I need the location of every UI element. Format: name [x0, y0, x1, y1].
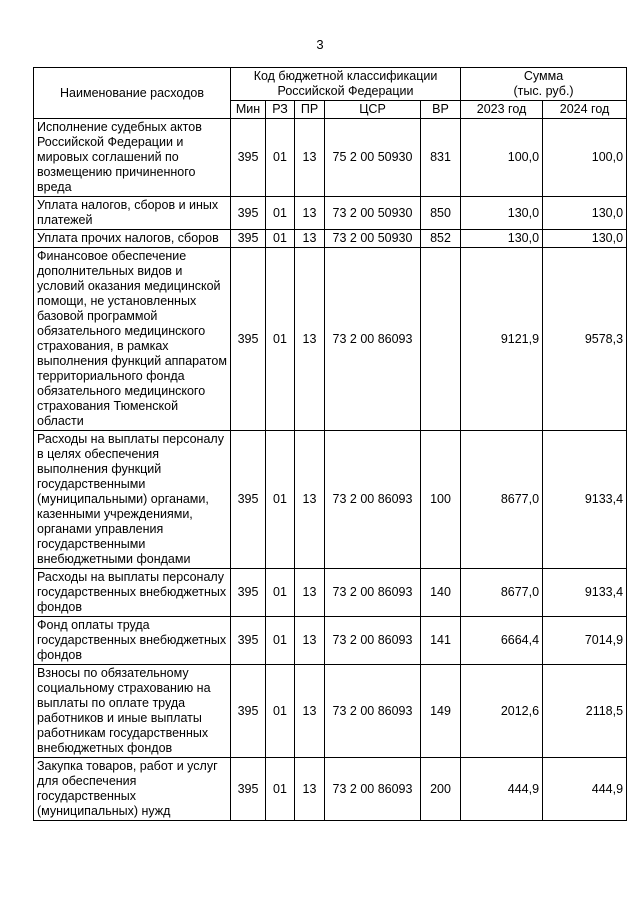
csr-code: 73 2 00 86093 [325, 569, 421, 617]
amount-2024: 130,0 [543, 197, 627, 230]
amount-2024: 2118,5 [543, 665, 627, 758]
csr-code: 73 2 00 86093 [325, 248, 421, 431]
min-code: 395 [231, 197, 266, 230]
pr-code: 13 [295, 569, 325, 617]
min-code: 395 [231, 230, 266, 248]
rz-code: 01 [266, 197, 295, 230]
rz-code: 01 [266, 230, 295, 248]
table-row [34, 617, 627, 665]
csr-code: 75 2 00 50930 [325, 119, 421, 197]
header-rz: РЗ [266, 101, 295, 119]
pr-code: 13 [295, 197, 325, 230]
header-2024: 2024 год [543, 101, 627, 119]
amount-2023: 100,0 [461, 119, 543, 197]
expense-name: Финансовое обеспечение дополнительных видов и условий оказания медицинской помощи, не установленных базовой программой обязательного медицинского страхования, в рамках выполнения функций аппаратом территориального фонда обязательного медицинского страхования Тюменской области [34, 248, 231, 431]
header-vr: ВР [421, 101, 461, 119]
rz-code: 01 [266, 758, 295, 821]
page-number: 3 [316, 37, 324, 52]
header-sum-unit: (тыс. руб.) [513, 84, 574, 98]
rz-code: 01 [266, 617, 295, 665]
csr-code: 73 2 00 86093 [325, 665, 421, 758]
table-row [34, 248, 627, 431]
pr-code: 13 [295, 248, 325, 431]
pr-code: 13 [295, 665, 325, 758]
amount-2024: 9133,4 [543, 569, 627, 617]
csr-code: 73 2 00 50930 [325, 197, 421, 230]
amount-2024: 9578,3 [543, 248, 627, 431]
csr-code: 73 2 00 86093 [325, 431, 421, 569]
header-code-group: Код бюджетной классификации Российской Федерации [231, 68, 461, 101]
min-code: 395 [231, 617, 266, 665]
vr-code: 850 [421, 197, 461, 230]
min-code: 395 [231, 119, 266, 197]
expense-name: Расходы на выплаты персоналу в целях обеспечения выполнения функций государственными (муниципальными) органами, казенными учреждениями, органами управления государственными внебюджетными фондами [34, 431, 231, 569]
pr-code: 13 [295, 431, 325, 569]
table-row [34, 665, 627, 758]
table-row [34, 197, 627, 230]
header-row-1 [34, 68, 627, 101]
min-code: 395 [231, 431, 266, 569]
amount-2023: 130,0 [461, 230, 543, 248]
amount-2023: 2012,6 [461, 665, 543, 758]
header-name: Наименование расходов [34, 68, 231, 119]
vr-code: 149 [421, 665, 461, 758]
budget-table [33, 67, 627, 821]
vr-code: 141 [421, 617, 461, 665]
table-body [34, 119, 627, 821]
expense-name: Исполнение судебных актов Российской Федерации и мировых соглашений по возмещению причиненного вреда [34, 119, 231, 197]
pr-code: 13 [295, 119, 325, 197]
amount-2023: 130,0 [461, 197, 543, 230]
table-row [34, 569, 627, 617]
min-code: 395 [231, 758, 266, 821]
amount-2023: 8677,0 [461, 569, 543, 617]
pr-code: 13 [295, 230, 325, 248]
amount-2023: 6664,4 [461, 617, 543, 665]
min-code: 395 [231, 665, 266, 758]
amount-2024: 9133,4 [543, 431, 627, 569]
pr-code: 13 [295, 758, 325, 821]
amount-2024: 100,0 [543, 119, 627, 197]
amount-2023: 9121,9 [461, 248, 543, 431]
amount-2023: 444,9 [461, 758, 543, 821]
rz-code: 01 [266, 665, 295, 758]
header-2023: 2023 год [461, 101, 543, 119]
min-code: 395 [231, 569, 266, 617]
vr-code [421, 248, 461, 431]
csr-code: 73 2 00 86093 [325, 617, 421, 665]
table-row [34, 431, 627, 569]
vr-code: 831 [421, 119, 461, 197]
header-min: Мин [231, 101, 266, 119]
amount-2024: 7014,9 [543, 617, 627, 665]
amount-2023: 8677,0 [461, 431, 543, 569]
expense-name: Уплата прочих налогов, сборов [34, 230, 231, 248]
expense-name: Закупка товаров, работ и услуг для обеспечения государственных (муниципальных) нужд [34, 758, 231, 821]
expense-name: Расходы на выплаты персоналу государственных внебюджетных фондов [34, 569, 231, 617]
expense-name: Фонд оплаты труда государственных внебюджетных фондов [34, 617, 231, 665]
vr-code: 200 [421, 758, 461, 821]
vr-code: 140 [421, 569, 461, 617]
vr-code: 100 [421, 431, 461, 569]
expense-name: Взносы по обязательному социальному страхованию на выплаты по оплате труда работников и иные выплаты работникам государственных внебюджетных фондов [34, 665, 231, 758]
table-row [34, 230, 627, 248]
header-pr: ПР [295, 101, 325, 119]
amount-2024: 130,0 [543, 230, 627, 248]
csr-code: 73 2 00 50930 [325, 230, 421, 248]
expense-name: Уплата налогов, сборов и иных платежей [34, 197, 231, 230]
rz-code: 01 [266, 248, 295, 431]
pr-code: 13 [295, 617, 325, 665]
amount-2024: 444,9 [543, 758, 627, 821]
header-csr: ЦСР [325, 101, 421, 119]
rz-code: 01 [266, 569, 295, 617]
table-row [34, 758, 627, 821]
header-sum-group [461, 68, 627, 101]
csr-code: 73 2 00 86093 [325, 758, 421, 821]
rz-code: 01 [266, 119, 295, 197]
vr-code: 852 [421, 230, 461, 248]
rz-code: 01 [266, 431, 295, 569]
min-code: 395 [231, 248, 266, 431]
header-sum-label: Сумма [523, 69, 564, 83]
table-row [34, 119, 627, 197]
